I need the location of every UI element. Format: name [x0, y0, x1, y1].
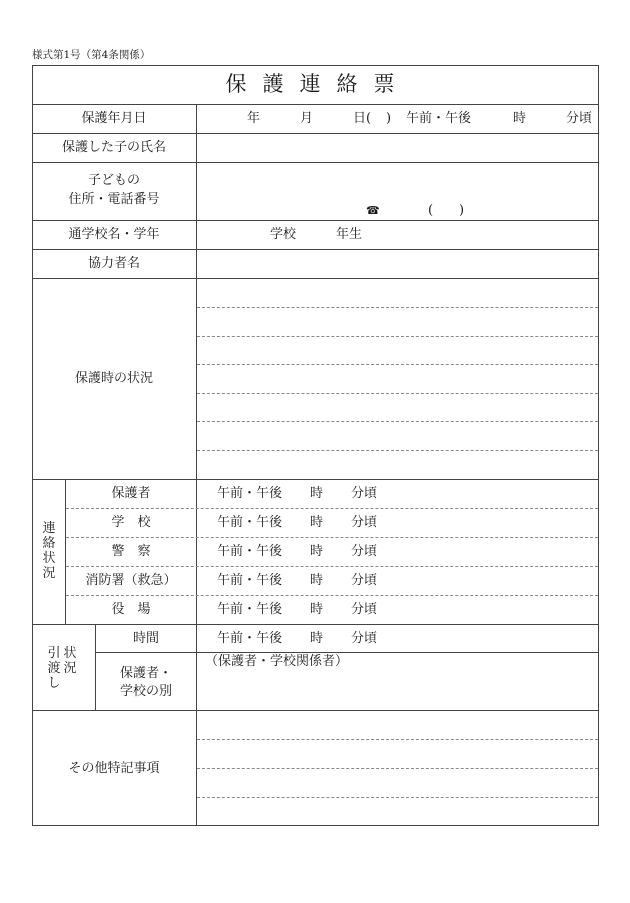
- writing-line: [197, 307, 598, 308]
- contact-row-line: [66, 508, 598, 509]
- handover-ampm: 午前・午後: [217, 631, 283, 646]
- phone-paren-close: ): [459, 203, 465, 218]
- row-line: [32, 710, 599, 711]
- contact-row-line: [66, 537, 598, 538]
- handover-type-label-line1: 保護者・: [119, 666, 173, 681]
- row-line: [32, 133, 599, 134]
- contact-item-label: 役 場: [111, 602, 151, 617]
- handover-type-hint: （保護者・学校関係者）: [205, 654, 349, 669]
- contact-ampm: 午前・午後: [217, 486, 283, 501]
- date-month-unit: 月: [300, 111, 314, 126]
- border-right: [598, 65, 599, 825]
- grade-suffix: 年生: [336, 227, 363, 242]
- col-line: [196, 624, 197, 710]
- row-line: [32, 249, 599, 250]
- writing-line: [197, 393, 598, 394]
- writing-line: [197, 739, 598, 740]
- handover-group-label-col1: 引渡し: [47, 646, 61, 691]
- address-label-line1: 子どもの: [87, 173, 141, 188]
- row-line: [32, 220, 599, 221]
- date-ampm: 午前・午後: [406, 111, 472, 126]
- col-line: [196, 479, 197, 624]
- row-line: [32, 104, 599, 105]
- handover-type-label-line2: 学校の別: [119, 684, 173, 699]
- contact-row-line: [66, 595, 598, 596]
- date-day-unit: 日(: [353, 111, 372, 126]
- contact-minute-unit: 分頃: [351, 486, 378, 501]
- form-id: 様式第1号（第4条関係）: [32, 49, 151, 61]
- contact-group-label: 連絡状況: [42, 521, 56, 581]
- date-hour-unit: 時: [513, 111, 527, 126]
- handover-minute-unit: 分頃: [351, 631, 378, 646]
- handover-group-label-col2: 状況: [63, 646, 77, 676]
- contact-row-line: [66, 566, 598, 567]
- contact-hour-unit: 時: [310, 602, 324, 617]
- contact-minute-unit: 分頃: [351, 602, 378, 617]
- writing-line: [197, 364, 598, 365]
- col-line: [95, 624, 96, 710]
- handover-hour-unit: 時: [310, 631, 324, 646]
- row-line: [95, 652, 599, 653]
- cooperator-label: 協力者名: [87, 256, 141, 271]
- contact-minute-unit: 分頃: [351, 544, 378, 559]
- contact-ampm: 午前・午後: [217, 515, 283, 530]
- row-line: [32, 162, 599, 163]
- contact-minute-unit: 分頃: [351, 573, 378, 588]
- contact-hour-unit: 時: [310, 486, 324, 501]
- writing-line: [197, 797, 598, 798]
- border-left: [32, 65, 33, 825]
- child-name-label: 保護した子の氏名: [61, 140, 167, 155]
- date-year-unit: 年: [247, 111, 261, 126]
- col-line: [65, 479, 66, 624]
- col-line: [196, 104, 197, 479]
- border-bottom: [32, 825, 599, 826]
- contact-hour-unit: 時: [310, 515, 324, 530]
- contact-item-label: 警 察: [111, 544, 151, 559]
- contact-item-label: 保護者: [111, 486, 151, 501]
- date-label: 保護年月日: [81, 111, 147, 126]
- address-label-line2: 住所・電話番号: [68, 192, 160, 207]
- contact-ampm: 午前・午後: [217, 544, 283, 559]
- phone-paren-open: (: [428, 203, 434, 218]
- row-line: [32, 479, 599, 480]
- notes-label: その他特記事項: [68, 761, 160, 776]
- school-suffix: 学校: [270, 227, 297, 242]
- handover-time-label: 時間: [132, 631, 160, 646]
- situation-label: 保護時の状況: [74, 371, 154, 386]
- border-top: [32, 65, 599, 66]
- row-line: [32, 624, 599, 625]
- writing-line: [197, 450, 598, 451]
- date-weekday-close: ): [386, 111, 392, 126]
- contact-ampm: 午前・午後: [217, 602, 283, 617]
- row-line: [32, 278, 599, 279]
- contact-hour-unit: 時: [310, 544, 324, 559]
- contact-hour-unit: 時: [310, 573, 324, 588]
- contact-item-label: 消防署（救急）: [85, 573, 177, 588]
- school-label: 通学校名・学年: [68, 227, 160, 242]
- writing-line: [197, 421, 598, 422]
- writing-line: [197, 336, 598, 337]
- phone-icon: ☎: [366, 204, 380, 217]
- date-minute-unit: 分頃: [566, 111, 593, 126]
- form-title: 保護連絡票: [225, 72, 411, 96]
- contact-item-label: 学 校: [111, 515, 151, 530]
- contact-ampm: 午前・午後: [217, 573, 283, 588]
- writing-line: [197, 768, 598, 769]
- contact-minute-unit: 分頃: [351, 515, 378, 530]
